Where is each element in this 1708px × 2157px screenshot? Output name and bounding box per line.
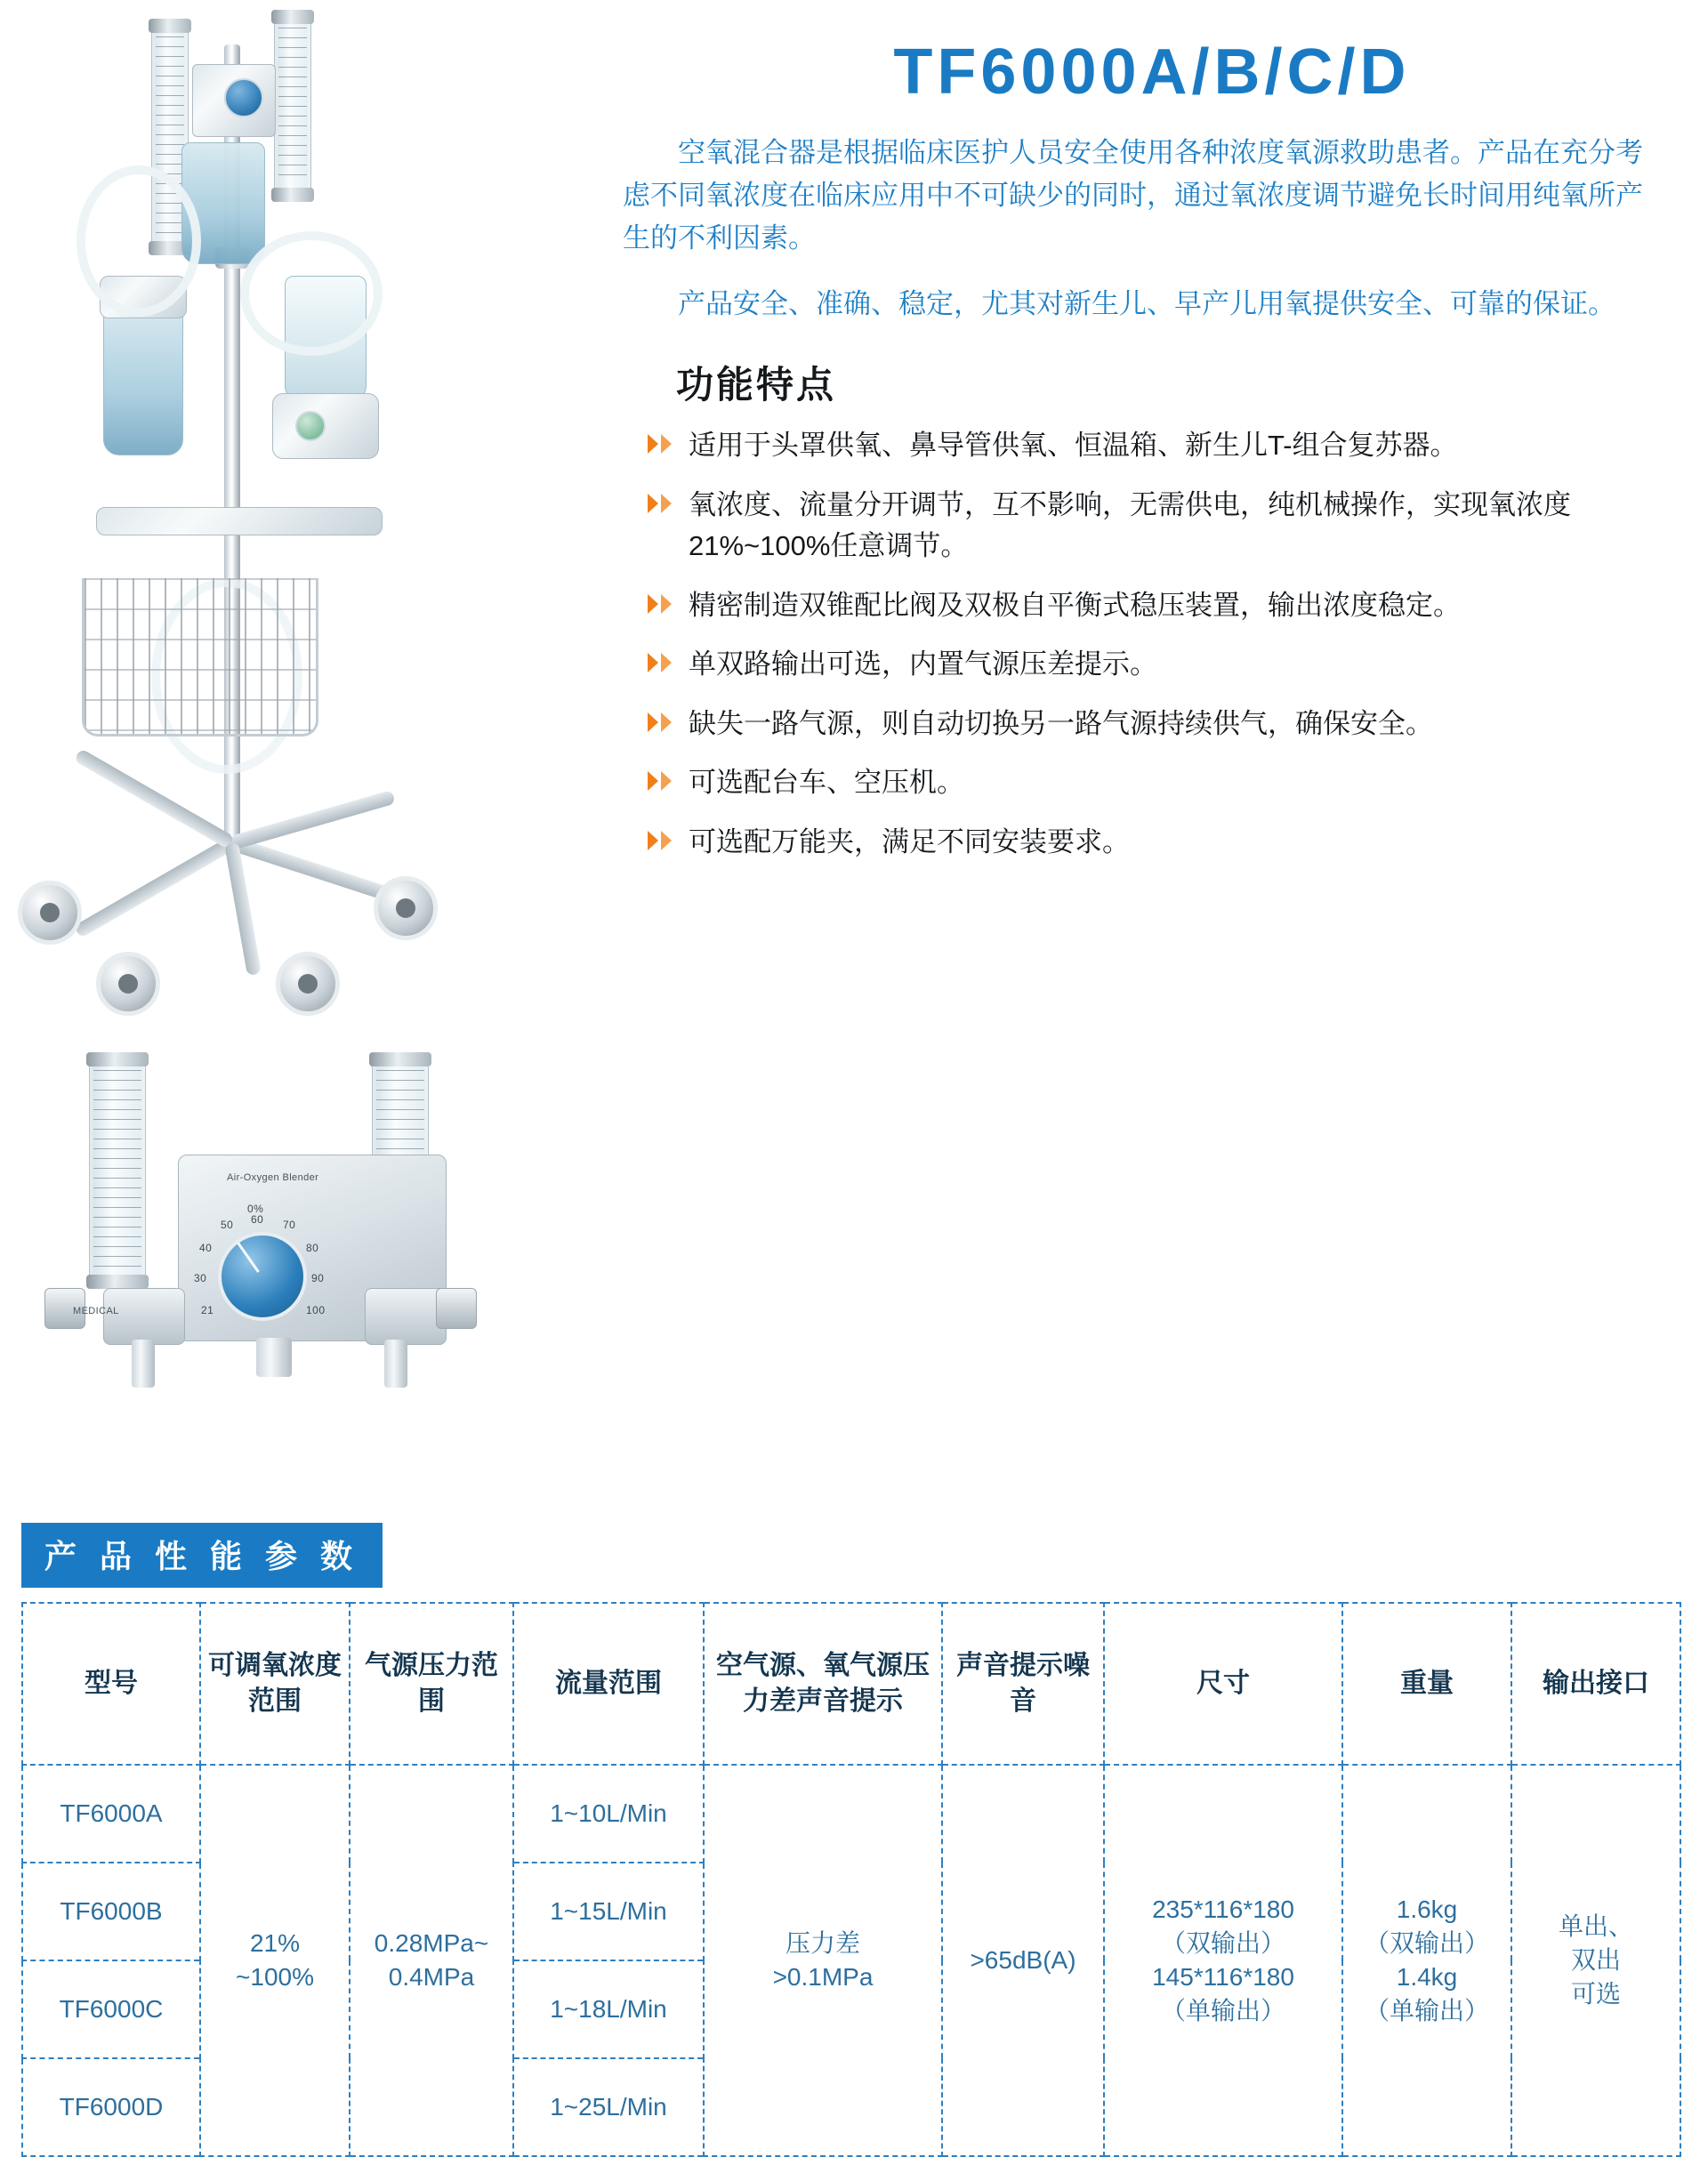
flowmeter-cap-right-top	[271, 10, 314, 24]
dial-label-21: 21	[201, 1304, 214, 1316]
col-header-flow-range: 流量范围	[513, 1603, 704, 1765]
dial-label-70: 70	[283, 1219, 296, 1231]
content-column	[623, 36, 1681, 881]
caster-wheel-3	[96, 952, 160, 1016]
pressure-alarm-line1: 压力差	[785, 1929, 860, 1958]
feature-text: 可选配万能夹，满足不同安装要求。	[689, 825, 1130, 857]
flowmeter-cap-right-bottom	[271, 188, 314, 202]
cell-flow-c: 1~18L/Min	[513, 1960, 704, 2058]
pressure-range-line1: 0.28MPa~	[374, 1929, 489, 1958]
feature-item	[648, 704, 1664, 745]
intro-paragraph-2: 产品安全、准确、稳定，尤其对新生儿、早产儿用氧提供安全、可靠的保证。	[678, 288, 1615, 320]
base-leg-3	[74, 837, 235, 938]
cell-noise: >65dB(A)	[942, 1765, 1104, 2156]
dial-label-100: 100	[306, 1304, 326, 1316]
table-row	[22, 1765, 1680, 1863]
mixer-right-block	[365, 1288, 447, 1345]
weight-line1: 1.6kg	[1396, 1895, 1458, 1924]
dial-label-30: 30	[194, 1272, 207, 1284]
dial-label-60: 60	[251, 1213, 264, 1226]
tubing-loop-left	[77, 165, 201, 317]
accessory-crossbar	[96, 507, 383, 535]
inlet-nut-right	[436, 1288, 477, 1329]
caster-wheel-2	[374, 876, 438, 940]
outlet-line2: 双出	[1570, 1946, 1621, 1975]
pressure-alarm-line2: >0.1MPa	[772, 1963, 874, 1991]
feature-item	[648, 585, 1664, 627]
col-header-size: 尺寸	[1104, 1603, 1342, 1765]
mixer-flowtube-left	[89, 1058, 146, 1283]
accessory-basket	[82, 578, 318, 736]
outlet-line3: 可选	[1570, 1979, 1621, 2008]
caster-wheel-4	[276, 952, 340, 1016]
caster-wheel-1	[18, 881, 82, 945]
regulator-knob-green	[295, 411, 326, 441]
cell-oxygen-range	[200, 1765, 350, 2156]
feature-item	[648, 822, 1664, 864]
dial-label-40: 40	[199, 1242, 213, 1254]
outlet-port-right	[384, 1340, 407, 1388]
feature-text: 氧浓度、流量分开调节，互不影响，无需供电，纯机械操作，实现氧浓度21%~100%任意调节。	[689, 488, 1571, 562]
specifications-table	[21, 1602, 1681, 2157]
base-leg-1	[230, 836, 395, 902]
mixer-flowtube-left-cap-top	[86, 1052, 149, 1066]
intro-paragraph-1: 空氧混合器是根据临床医护人员安全使用各种浓度氧源救助患者。产品在充分考虑不同氧浓度在临床应用中不可缺少的同时，通过氧浓度调节避免长时间用纯氧所产生的不利因素。	[623, 137, 1643, 254]
size-line3: 145*116*180	[1152, 1963, 1294, 1991]
dial-label-80: 80	[306, 1242, 319, 1254]
mixer-head-knob	[224, 78, 263, 117]
size-line1: 235*116*180	[1152, 1895, 1294, 1924]
nebulizer-bottle-blue	[103, 302, 183, 455]
dial-label-50: 50	[221, 1219, 234, 1231]
cell-flow-b: 1~15L/Min	[513, 1863, 704, 1960]
feature-item	[648, 425, 1664, 467]
mixer-flowtube-left-cap-bottom	[86, 1275, 149, 1289]
feature-text: 精密制造双锥配比阀及双极自平衡式稳压装置，输出浓度稳定。	[689, 589, 1461, 621]
cell-model-b: TF6000B	[22, 1863, 200, 1960]
double-arrow-icon	[648, 831, 689, 850]
cell-flow-a: 1~10L/Min	[513, 1765, 704, 1863]
oxygen-range-line1: 21%	[249, 1929, 301, 1958]
page-title: TF6000A/B/C/D	[893, 36, 1411, 108]
double-arrow-icon	[648, 434, 689, 454]
col-header-pressure-range: 气源压力范围	[350, 1603, 513, 1765]
pressure-range-line2: 0.4MPa	[388, 1963, 475, 1991]
brand-label: Air-Oxygen Blender	[227, 1172, 319, 1183]
cell-outlet	[1511, 1765, 1680, 2156]
col-header-pressure-diff-alarm: 空气源、氧气源压力差声音提示	[704, 1603, 942, 1765]
product-images-column	[0, 0, 640, 1503]
dial-label-percent: 0%	[247, 1203, 264, 1215]
oxygen-regulator-unit	[272, 393, 379, 459]
double-arrow-icon	[648, 653, 689, 672]
mixer-scale-left	[93, 1070, 141, 1271]
brand-small-label: MEDICAL	[73, 1306, 119, 1316]
col-header-noise: 声音提示噪音	[942, 1603, 1104, 1765]
dial-label-90: 90	[311, 1272, 325, 1284]
product-photo-mixer	[18, 1050, 605, 1423]
mixer-left-block	[103, 1288, 185, 1345]
table-header-row	[22, 1603, 1680, 1765]
double-arrow-icon	[648, 494, 689, 513]
feature-text: 适用于头罩供氧、鼻导管供氧、恒温箱、新生儿T-组合复苏器。	[689, 430, 1458, 462]
cell-model-c: TF6000C	[22, 1960, 200, 2058]
outlet-port-left	[132, 1340, 155, 1388]
cell-model-a: TF6000A	[22, 1765, 200, 1863]
feature-text: 单双路输出可选，内置气源压差提示。	[689, 648, 1157, 680]
double-arrow-icon	[648, 594, 689, 614]
cell-size	[1104, 1765, 1342, 2156]
feature-item	[648, 762, 1664, 804]
size-line4: （单输出）	[1160, 1996, 1285, 2024]
feature-item	[648, 644, 1664, 686]
cell-pressure-diff-alarm	[704, 1765, 942, 2156]
oxygen-range-line2: ~100%	[236, 1963, 314, 1991]
features-heading: 功能特点	[676, 364, 837, 406]
outlet-port-center	[256, 1338, 292, 1377]
weight-line2: （双输出）	[1364, 1929, 1489, 1958]
specifications-section	[21, 1523, 1687, 2157]
base-leg-2	[230, 790, 396, 850]
flowmeter-scale-right	[278, 28, 307, 184]
feature-item	[648, 485, 1664, 567]
mixer-flowtube-right-cap-top	[369, 1052, 431, 1066]
feature-text: 可选配台车、空压机。	[689, 767, 964, 799]
outlet-line1: 单出、	[1558, 1912, 1633, 1941]
flowmeter-cap-left-top	[149, 19, 191, 33]
base-leg-5	[224, 842, 262, 976]
col-header-model: 型号	[22, 1603, 200, 1765]
cell-pressure-range	[350, 1765, 513, 2156]
spec-section-title: 产 品 性 能 参 数	[21, 1523, 383, 1588]
flowmeter-tube-right	[274, 16, 311, 196]
col-header-outlet: 输出接口	[1511, 1603, 1680, 1765]
product-photo-stand	[18, 9, 605, 1023]
feature-list	[623, 425, 1681, 863]
col-header-weight: 重量	[1342, 1603, 1511, 1765]
double-arrow-icon	[648, 771, 689, 791]
oxygen-concentration-dial	[218, 1232, 307, 1321]
cell-model-d: TF6000D	[22, 2058, 200, 2156]
tubing-loop-right	[240, 231, 383, 356]
double-arrow-icon	[648, 712, 689, 732]
cell-flow-d: 1~25L/Min	[513, 2058, 704, 2156]
weight-line4: （单输出）	[1364, 1996, 1489, 2024]
cell-weight	[1342, 1765, 1511, 2156]
weight-line3: 1.4kg	[1396, 1963, 1458, 1991]
feature-text: 缺失一路气源，则自动切换另一路气源持续供气，确保安全。	[689, 707, 1433, 739]
col-header-oxygen-range: 可调氧浓度范围	[200, 1603, 350, 1765]
size-line2: （双输出）	[1160, 1929, 1285, 1958]
